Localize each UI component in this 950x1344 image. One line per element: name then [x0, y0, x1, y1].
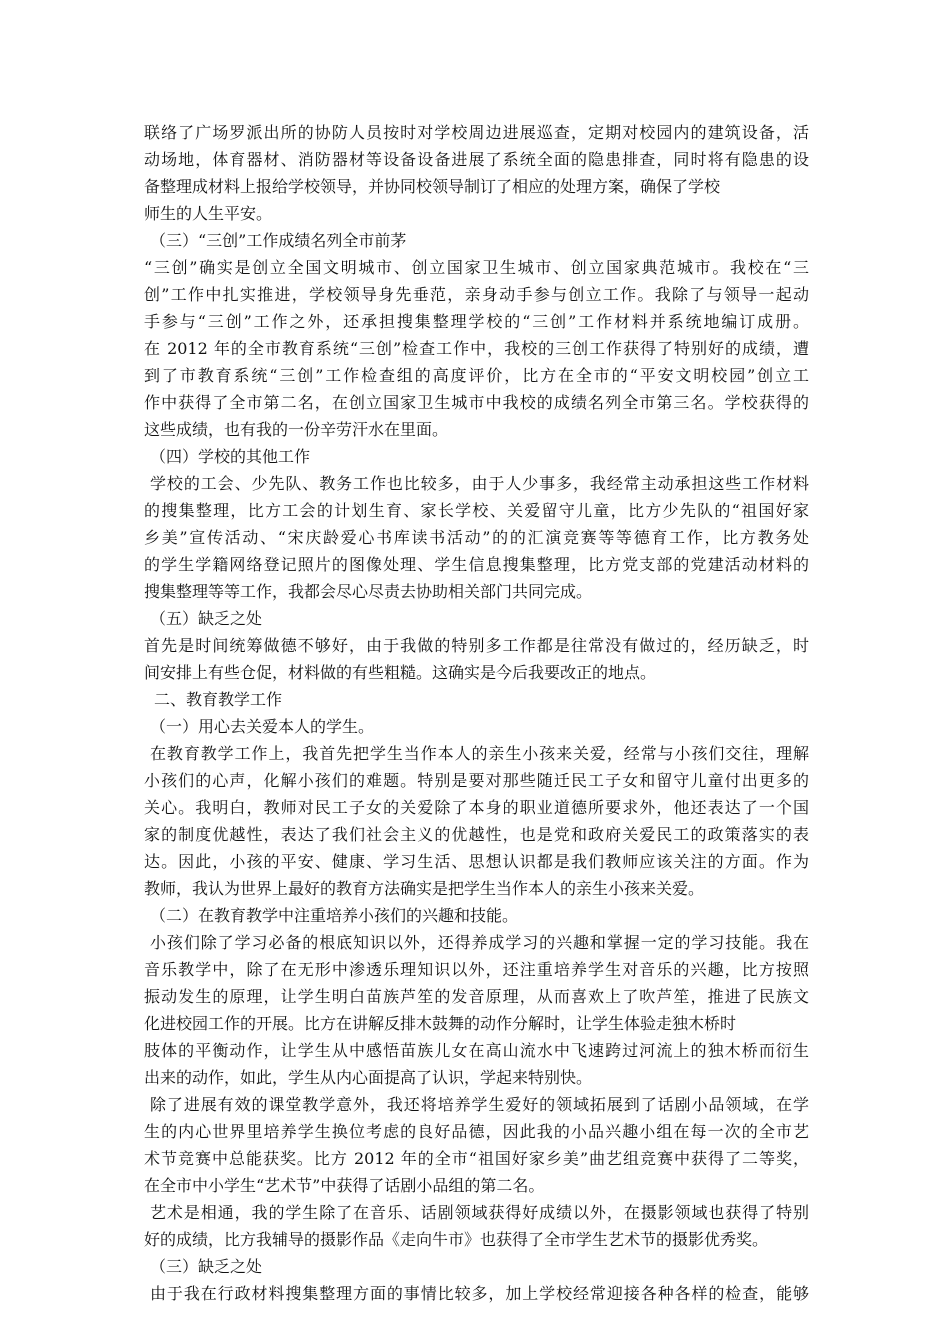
- text-line: 首先是时间统筹做德不够好，由于我做的特别多工作都是往常没有做过的，经历缺乏，时: [144, 636, 809, 655]
- text-line: 学校的工会、少先队、教务工作也比较多，由于人少事多，我经常主动承担这些工作材料: [150, 474, 809, 493]
- section-heading: （三）“三创”工作成绩名列全市前茅: [150, 231, 407, 250]
- text-line: 出来的动作，如此，学生从内心面提高了认识，学起来特别快。: [144, 1068, 593, 1087]
- text-line: 作中获得了全市第二名，在创立国家卫生城市中我校的成绩名列全市第三名。学校获得的: [144, 393, 809, 412]
- text-line: 关心。我明白，教师对民工子女的关爱除了本身的职业道德所要求外，他还表达了一个国: [144, 798, 809, 817]
- text-line: 动场地，体育器材、消防器材等设备设备进展了系统全面的隐患排查，同时将有隐患的设: [144, 150, 809, 169]
- text-line: 在全市中小学生“艺术节”中获得了话剧小品组的第二名。: [144, 1176, 545, 1195]
- section-heading: （四）学校的其他工作: [150, 447, 311, 466]
- text-line: 联络了广场罗派出所的协防人员按时对学校周边进展巡查，定期对校园内的建筑设备，活: [144, 123, 809, 142]
- text-line: 教师，我认为世界上最好的教育方法确实是把学生当作本人的亲生小孩来关爱。: [144, 879, 705, 898]
- text-line: “三创”确实是创立全国文明城市、创立国家卫生城市、创立国家典范城市。我校在“三: [144, 258, 809, 277]
- text-line: 达。因此，小孩的平安、健康、学习生活、思想认识都是我们教师应该关注的方面。作为: [144, 852, 809, 871]
- text-line: 到了市教育系统“三创”工作检查组的高度评价，比方在全市的“平安文明校园”创立工: [144, 366, 809, 385]
- text-line: 振动发生的原理，让学生明白苗族芦笙的发音原理，从而喜欢上了吹芦笙，推进了民族文: [144, 987, 809, 1006]
- text-line: 家的制度优越性，表达了我们社会主义的优越性，也是党和政府关爱民工的政策落实的表: [144, 825, 809, 844]
- document-body: [144, 119, 809, 1307]
- text-line: 间安排上有些仓促，材料做的有些粗糙。这确实是今后我要改正的地点。: [144, 663, 657, 682]
- text-line: 的学生学籍网络登记照片的图像处理、学生信息搜集整理，比方党支部的党建活动材料的: [144, 555, 809, 574]
- text-line: 师生的人生平安。: [144, 204, 273, 223]
- section-heading: （五）缺乏之处: [150, 609, 263, 628]
- text-line: 好的成绩，比方我辅导的摄影作品《走向牛市》也获得了全市学生艺术节的摄影优秀奖。: [144, 1230, 769, 1249]
- text-line: 艺术是相通，我的学生除了在音乐、话剧领域获得好成绩以外，在摄影领域也获得了特别: [150, 1203, 809, 1222]
- text-line: 的搜集整理，比方工会的计划生育、家长学校、关爱留守儿童，比方少先队的“祖国好家: [144, 501, 809, 520]
- section-heading: （二）在教育教学中注重培养小孩们的兴趣和技能。: [150, 906, 519, 925]
- text-line: 备整理成材料上报给学校领导，并协同校领导制订了相应的处理方案，确保了学校: [144, 177, 721, 196]
- text-line: 除了进展有效的课堂教学意外，我还将培养学生爱好的领域拓展到了话剧小品领域，在学: [150, 1095, 809, 1114]
- text-line: 化进校园工作的开展。比方在讲解反排木鼓舞的动作分解时，让学生体验走独木桥时: [144, 1014, 737, 1033]
- text-line: 在教育教学工作上，我首先把学生当作本人的亲生小孩来关爱，经常与小孩们交往，理解: [150, 744, 809, 763]
- text-line: 音乐教学中，除了在无形中渗透乐理知识以外，还注重培养学生对音乐的兴趣，比方按照: [144, 960, 809, 979]
- section-heading: （三）缺乏之处: [150, 1257, 263, 1276]
- text-line: 搜集整理等等工作，我都会尽心尽责去协助相关部门共同完成。: [144, 582, 593, 601]
- text-line: 这些成绩，也有我的一份辛劳汗水在里面。: [144, 420, 449, 439]
- text-line: 乡美”宣传活动、“宋庆龄爱心书库读书活动”的的汇演竞赛等等德育工作，比方教务处: [144, 528, 809, 547]
- text-line: 在 2012 年的全市教育系统“三创”检查工作中，我校的三创工作获得了特别好的成绩，遭: [144, 339, 809, 358]
- text-line: 手参与“三创”工作之外，还承担搜集整理学校的“三创”工作材料并系统地编订成册。: [144, 312, 809, 331]
- text-line: 小孩们除了学习必备的根底知识以外，还得养成学习的兴趣和掌握一定的学习技能。我在: [150, 933, 809, 952]
- section-heading: 二、教育教学工作: [154, 690, 283, 709]
- section-heading: （一）用心去关爱本人的学生。: [150, 717, 375, 736]
- text-line: 肢体的平衡动作，让学生从中感悟苗族儿女在高山流水中飞速跨过河流上的独木桥而衍生: [144, 1041, 809, 1060]
- text-line: 创”工作中扎实推进，学校领导身先垂范，亲身动手参与创立工作。我除了与领导一起动: [144, 285, 809, 304]
- text-line: 生的内心世界里培养学生换位考虑的良好品德，因此我的小品兴趣小组在每一次的全市艺: [144, 1122, 809, 1141]
- text-line: 由于我在行政材料搜集整理方面的事情比较多，加上学校经常迎接各种各样的检查，能够: [150, 1284, 809, 1303]
- text-line: 小孩们的心声，化解小孩们的难题。特别是要对那些随迁民工子女和留守儿童付出更多的: [144, 771, 809, 790]
- text-line: 术节竞赛中总能获奖。比方 2012 年的全市“祖国好家乡美”曲艺组竞赛中获得了二等奖，: [144, 1149, 809, 1168]
